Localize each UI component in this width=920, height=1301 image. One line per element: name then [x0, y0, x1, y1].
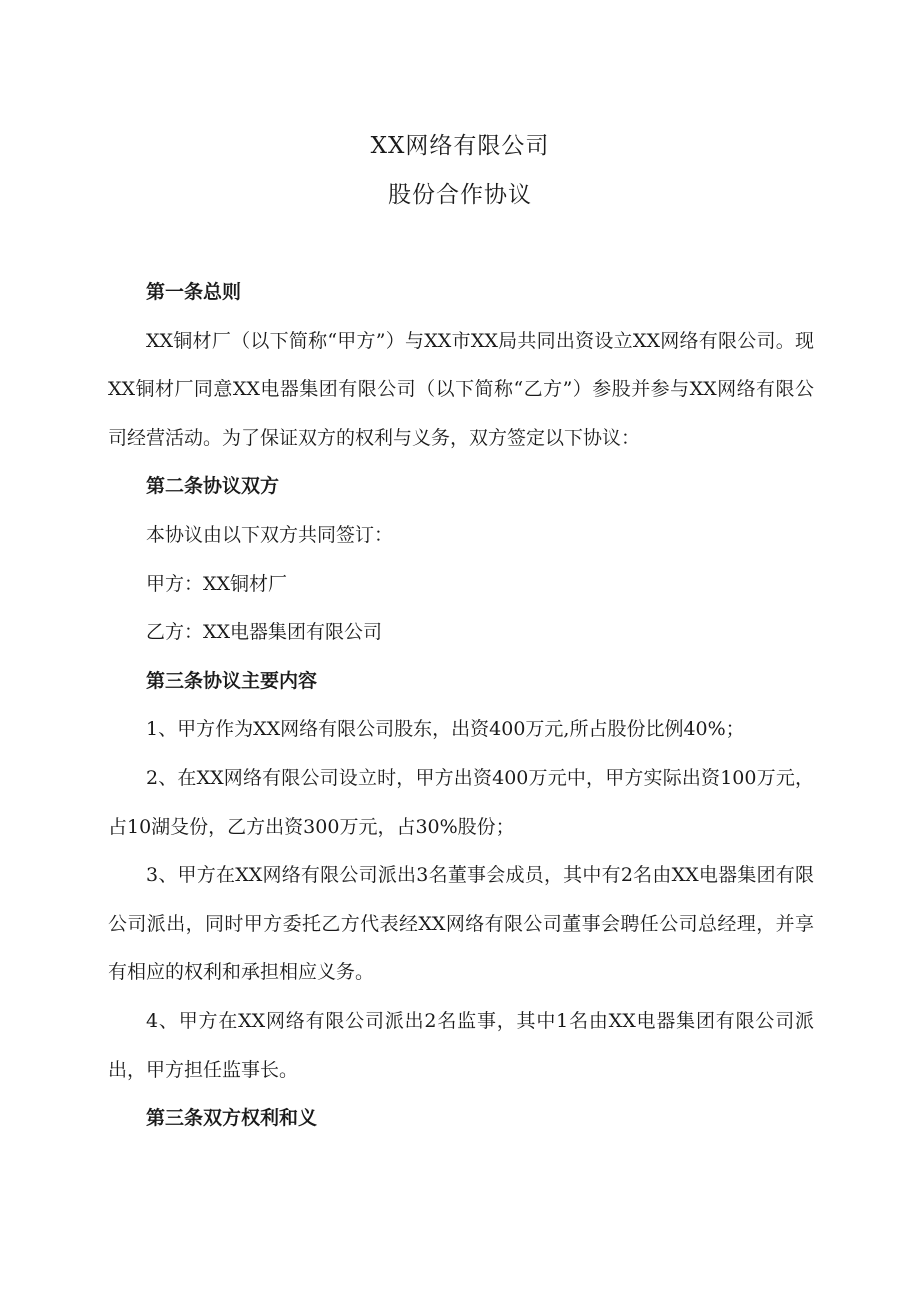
clause-3: 3、甲方在XX网络有限公司派出3名董事会成员，其中有2名由XX电器集团有限公司派出，同时甲方委托乙方代表经XX网络有限公司董事会聘任公司总经理，并享有相应的权利和承担相应义务。 [108, 864, 814, 984]
document-title-agreement: 股份合作协议 [388, 182, 532, 208]
document-body [108, 268, 814, 1143]
section-heading-main-content: 第三条协议主要内容 [146, 669, 318, 692]
clause-4: 4、甲方在XX网络有限公司派出2名监事，其中1名由XX电器集团有限公司派出，甲方担任监事长。 [108, 1009, 814, 1081]
section-heading-general: 第一条总则 [146, 281, 242, 303]
section-heading-rights: 第三条双方权利和义 [146, 1107, 318, 1130]
section-heading-parties: 第二条协议双方 [146, 475, 280, 498]
clause-2: 2、在XX网络有限公司设立时，甲方出资400万元中，甲方实际出资100万元，占10湖殳份，乙方出资300万元，占30%股份； [108, 766, 814, 838]
document-title-company: XX网络有限公司 [370, 133, 550, 159]
party-a-line: 甲方：XX铜材厂 [146, 572, 288, 595]
party-b-line: 乙方：XX电器集团有限公司 [146, 621, 383, 644]
clause-1: 1、甲方作为XX网络有限公司股东，出资400万元,所占股份比例40%； [146, 718, 745, 741]
paragraph-parties-intro: 本协议由以下双方共同签订： [146, 523, 394, 546]
paragraph-general-intro: XX铜材厂（以下简称“甲方”）与XX市XX局共同出资设立XX网络有限公司。现XX铜材厂同意XX电器集团有限公司（以下简称“乙方”）参股并参与XX网络有限公司经营活动。为了保证双方的权利与义务，双方签定以下协议： [108, 329, 814, 449]
